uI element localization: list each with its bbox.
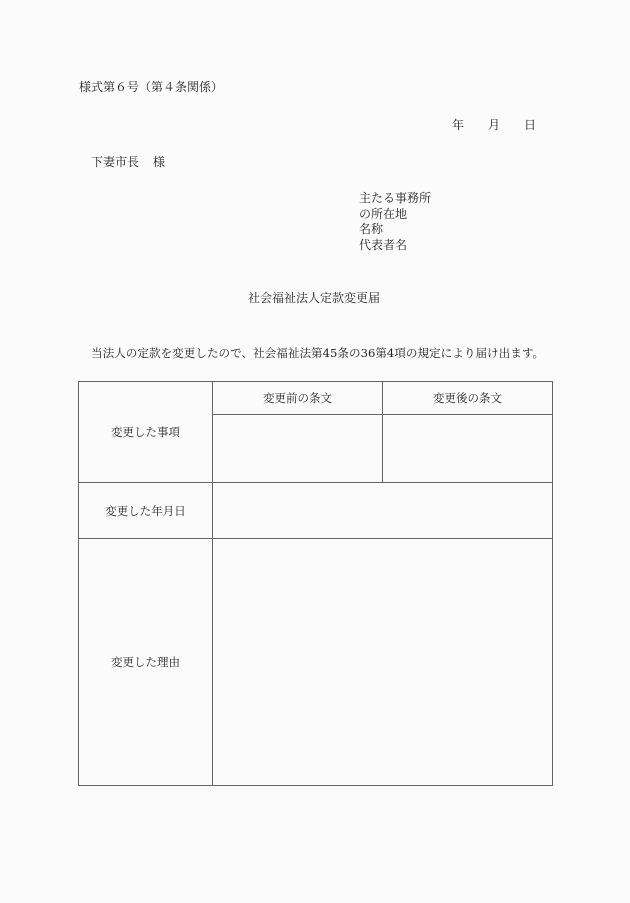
date-day-label: 日 (524, 118, 537, 132)
after-text-header-label: 変更後の条文 (433, 391, 502, 405)
change-form-table (78, 381, 553, 786)
before-text-field[interactable] (213, 415, 383, 483)
date-year-label: 年 (452, 118, 465, 132)
applicant-office-label: 主たる事務所 (359, 191, 432, 205)
change-date-field[interactable] (213, 483, 553, 539)
addressee-honorific: 様 (153, 155, 166, 169)
applicant-representative-label: 代表者名 (359, 237, 408, 252)
applicant-name-label: 名称 (359, 222, 384, 236)
change-reason-label-cell (79, 539, 213, 786)
change-reason-field[interactable] (213, 539, 553, 786)
changed-items-label: 変更した事項 (111, 425, 180, 439)
applicant-location-label: の所在地 (359, 206, 408, 221)
changed-items-label-cell (79, 382, 213, 483)
applicant-block (359, 191, 431, 253)
after-text-header (383, 382, 553, 415)
change-date-label: 変更した年月日 (105, 503, 186, 518)
addressee-name: 下妻市長 (91, 155, 140, 169)
addressee (91, 155, 165, 170)
document-body: 当法人の定款を変更したので、社会福祉法第45条の36第4項の規定により届け出ます。 (91, 346, 545, 360)
date-line (452, 118, 536, 133)
document-title: 社会福祉法人定款変更届 (248, 291, 381, 305)
before-text-header (213, 382, 383, 415)
change-reason-label: 変更した理由 (111, 655, 180, 669)
after-text-field[interactable] (383, 415, 553, 483)
before-text-header-label: 変更前の条文 (263, 391, 332, 405)
date-month-label: 月 (488, 118, 501, 132)
change-date-label-cell (79, 483, 213, 539)
form-number: 様式第６号（第４条関係） (79, 80, 224, 94)
